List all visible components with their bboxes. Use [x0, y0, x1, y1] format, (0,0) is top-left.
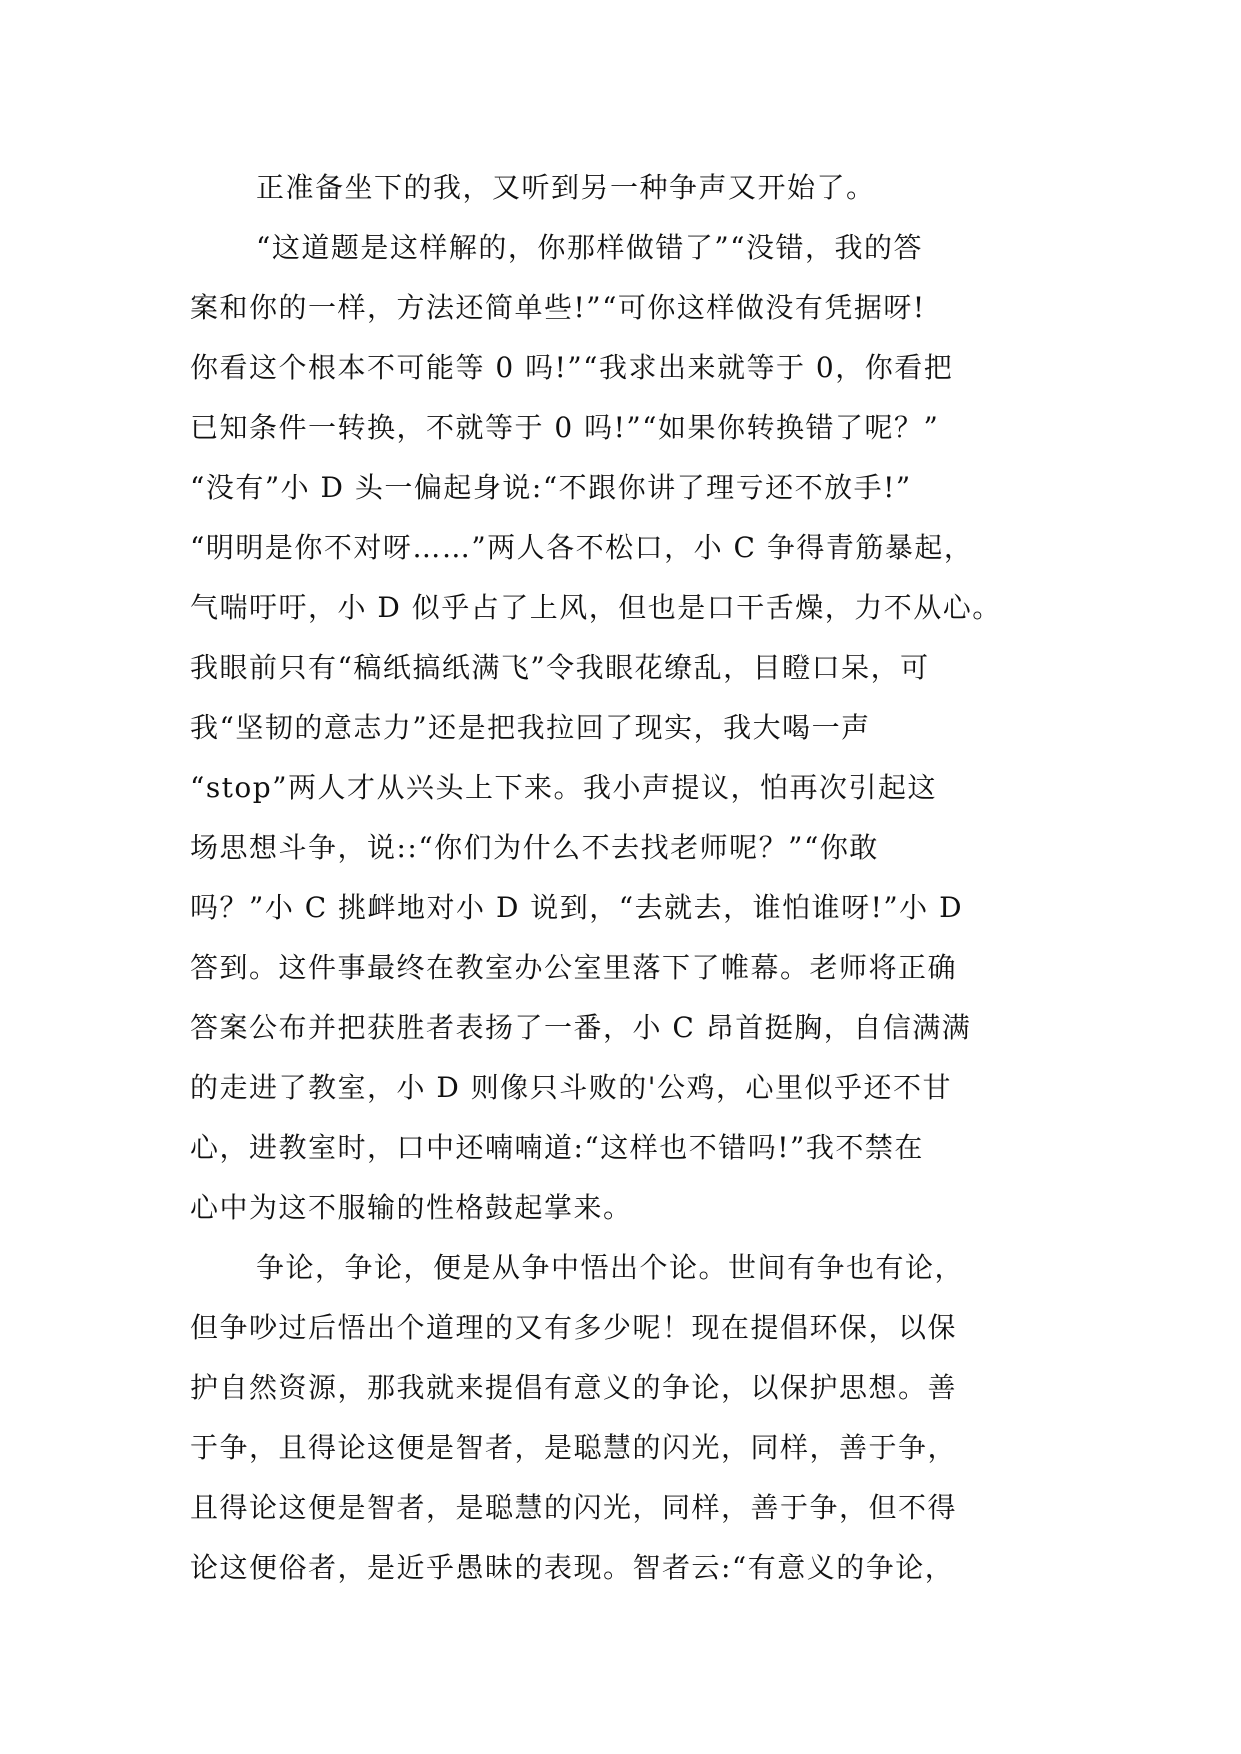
text-line: 气喘吁吁，小 D 似乎占了上风，但也是口干舌燥，力不从心。 — [190, 591, 1002, 624]
text-line: 于争，且得论这便是智者，是聪慧的闪光，同样，善于争， — [190, 1431, 958, 1464]
text-line: 论这便俗者，是近乎愚昧的表现。智者云:“有意义的争论， — [190, 1551, 955, 1584]
text-line: “没有”小 D 头一偏起身说:“不跟你讲了理亏还不放手!” — [190, 471, 912, 504]
text-line: 答案公布并把获胜者表扬了一番，小 C 昂首挺胸，自信满满 — [190, 1011, 972, 1044]
text-line: 案和你的一样，方法还简单些!”“可你这样做没有凭据呀! — [190, 291, 926, 324]
paragraph — [190, 158, 1050, 218]
text-line: 答到。这件事最终在教室办公室里落下了帷幕。老师将正确 — [190, 951, 958, 984]
text-line: 争论，争论，便是从争中悟出个论。世间有争也有论， — [256, 1251, 965, 1284]
paragraph — [190, 218, 1050, 1238]
text-line: 但争吵过后悟出个道理的又有多少呢！现在提倡环保，以保 — [190, 1311, 958, 1344]
text-line: 护自然资源，那我就来提倡有意义的争论，以保护思想。善 — [190, 1371, 958, 1404]
paragraph — [190, 1238, 1050, 1598]
text-line: “这道题是这样解的，你那样做错了”“没错，我的答 — [256, 231, 923, 264]
text-line: 吗？”小 C 挑衅地对小 D 说到，“去就去，谁怕谁呀!”小 D — [190, 891, 964, 924]
text-line: 且得论这便是智者，是聪慧的闪光，同样，善于争，但不得 — [190, 1491, 958, 1524]
text-line: 我眼前只有“稿纸搞纸满飞”令我眼花缭乱，目瞪口呆，可 — [190, 651, 930, 684]
text-line: 心，进教室时，口中还喃喃道:“这样也不错吗!”我不禁在 — [190, 1131, 924, 1164]
text-line: “明明是你不对呀……”两人各不松口，小 C 争得青筋暴起， — [190, 531, 974, 564]
text-line: 心中为这不服输的性格鼓起掌来。 — [190, 1191, 633, 1224]
text-line: “stop”两人才从兴头上下来。我小声提议，怕再次引起这 — [190, 771, 938, 804]
text-line: 的走进了教室，小 D 则像只斗败的'公鸡，心里似乎还不甘 — [190, 1071, 952, 1104]
text-line: 场思想斗争，说::“你们为什么不去找老师呢？”“你敢 — [190, 831, 879, 864]
text-line: 正准备坐下的我，又听到另一种争声又开始了。 — [256, 171, 876, 204]
text-line: 我“坚韧的意志力”还是把我拉回了现实，我大喝一声 — [190, 711, 871, 744]
text-line: 已知条件一转换，不就等于 0 吗!”“如果你转换错了呢？” — [190, 411, 940, 444]
document-body — [190, 158, 1050, 1598]
text-line: 你看这个根本不可能等 0 吗!”“我求出来就等于 0，你看把 — [190, 351, 954, 384]
